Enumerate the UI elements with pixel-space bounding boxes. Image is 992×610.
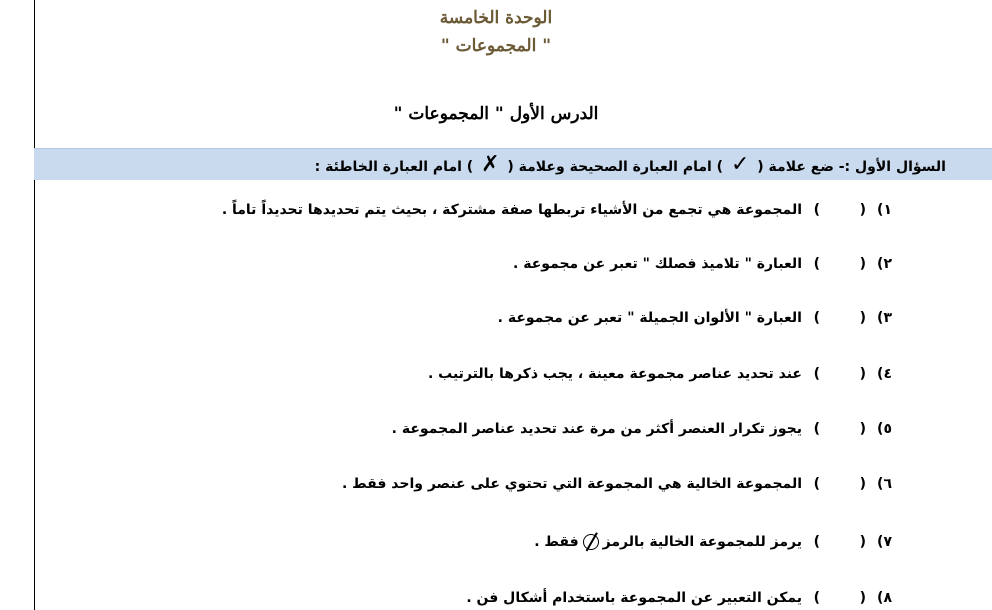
question-instruction (315, 149, 946, 181)
question-end: ) امام العبارة الخاطئة : (314, 159, 474, 175)
list-item (428, 362, 892, 386)
item-text: العبارة " تلاميذ فصلك " تعبر عن مجموعة . (513, 256, 802, 272)
item-text: عند تحديد عناصر مجموعة معينة ، يجب ذكرها بالترتيب . (427, 366, 802, 382)
answer-paren-close: ) (813, 256, 820, 272)
check-mark-icon: ✓ (730, 152, 750, 177)
item-number: ٨) (877, 590, 892, 606)
answer-paren-open: ( (859, 476, 866, 492)
item-text: المجموعة هي تجمع من الأشياء تربطها صفة مشتركة ، بحيث يتم تحديدها تحديداً تاماً . (221, 202, 802, 218)
answer-paren-close: ) (813, 202, 820, 218)
empty-set-icon (583, 534, 599, 550)
item-number: ٧) (877, 534, 892, 550)
answer-paren-close: ) (813, 590, 820, 606)
answer-paren-open: ( (859, 366, 866, 382)
cross-mark-icon: ✗ (481, 152, 500, 177)
answer-paren-open: ( (859, 202, 866, 218)
item-number: ٣) (877, 310, 892, 326)
list-item (222, 198, 892, 222)
question-band (34, 148, 992, 180)
item-number: ٦) (877, 476, 892, 492)
unit-name: " المجموعات " (440, 36, 552, 56)
answer-paren-open: ( (859, 590, 866, 606)
item-text: العبارة " الألوان الجميلة " تعبر عن مجموعة . (497, 310, 802, 326)
unit-title: الوحدة الخامسة (439, 8, 553, 28)
answer-paren-close: ) (813, 534, 820, 550)
list-item (534, 530, 892, 554)
page-left-border (34, 0, 992, 610)
question-middle: ) امام العبارة الصحيحة وعلامة ( (507, 159, 724, 175)
list-item (392, 417, 892, 441)
answer-paren-close: ) (813, 476, 820, 492)
item-text: يرمز للمجموعة الخالية بالرمز (602, 534, 802, 550)
lesson-title: الدرس الأول " المجموعات " (393, 104, 599, 124)
list-item (498, 306, 892, 330)
item-text-after: فقط . (534, 534, 579, 550)
item-number: ١) (877, 202, 892, 218)
list-item (513, 252, 892, 276)
question-intro: السؤال الأول :- ضع علامة ( (757, 159, 946, 175)
item-number: ٥) (877, 421, 892, 437)
item-text: المجموعة الخالية هي المجموعة التي تحتوي على عنصر واحد فقط . (341, 476, 802, 492)
item-text: يمكن التعبير عن المجموعة باستخدام أشكال فن . (466, 590, 802, 606)
list-item (466, 586, 892, 610)
answer-paren-close: ) (813, 366, 820, 382)
answer-paren-close: ) (813, 421, 820, 437)
list-item (342, 472, 892, 496)
answer-paren-open: ( (859, 534, 866, 550)
answer-paren-open: ( (859, 310, 866, 326)
item-number: ٢) (877, 256, 892, 272)
answer-paren-open: ( (859, 421, 866, 437)
answer-paren-open: ( (859, 256, 866, 272)
answer-paren-close: ) (813, 310, 820, 326)
item-number: ٤) (877, 366, 892, 382)
item-text: يجوز تكرار العنصر أكثر من مرة عند تحديد عناصر المجموعة . (391, 421, 802, 437)
